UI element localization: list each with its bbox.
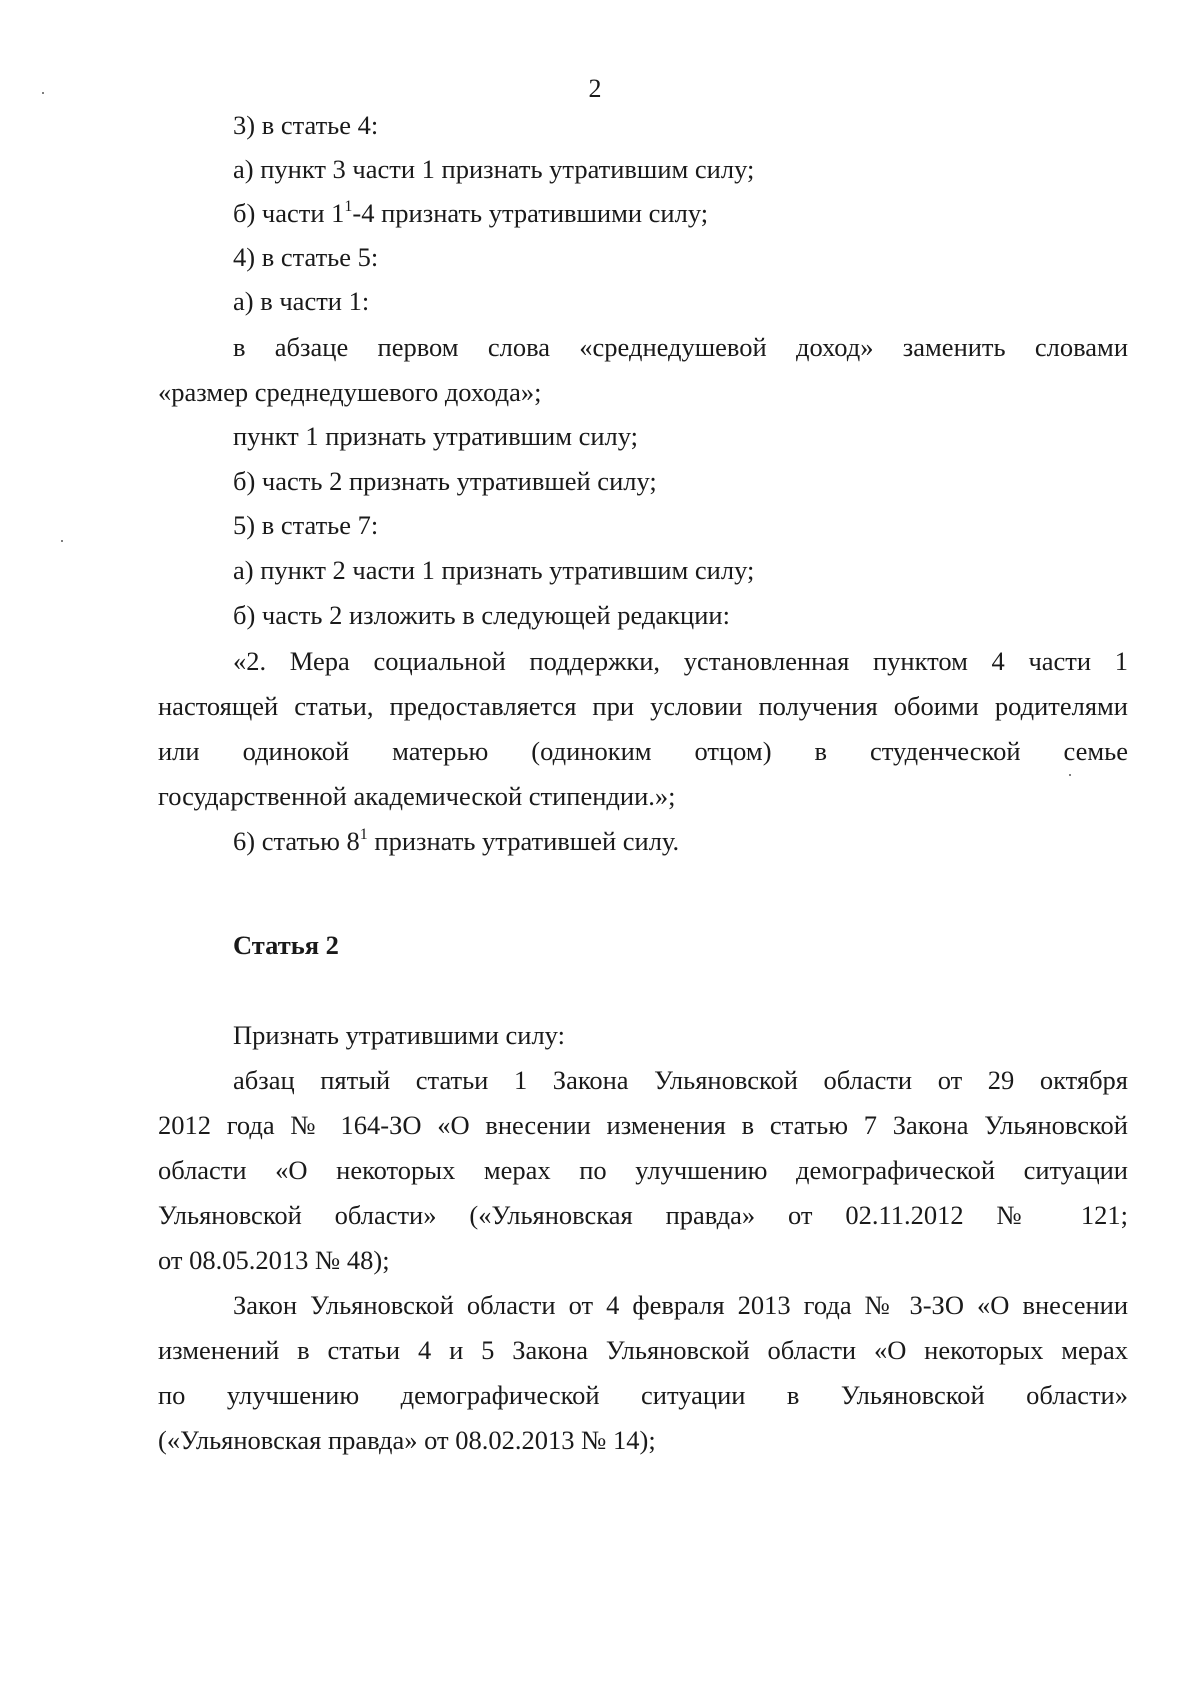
list-item-text: б) части 1 [233,198,345,228]
paragraph-line: настоящей статьи, предоставляется при условии получения обоими родителями [158,691,1128,721]
paragraph-line: по улучшению демографической ситуации в Ульяновской области» [158,1380,1128,1410]
paragraph-line: абзац пятый статьи 1 Закона Ульяновской области от 29 октября [233,1065,1128,1095]
paragraph-line: «2. Мера социальной поддержки, установленная пунктом 4 части 1 [233,646,1128,676]
paragraph-line: («Ульяновская правда» от 08.02.2013 № 14); [158,1425,656,1455]
scan-speck [42,92,44,94]
list-item [233,196,708,230]
paragraph-line: Признать утратившими силу: [233,1020,565,1050]
article-heading: Статья 2 [233,930,339,960]
list-item: пункт 1 признать утратившим силу; [233,421,639,451]
paragraph-line: «размер среднедушевого дохода»; [158,377,542,407]
superscript: 1 [344,198,353,215]
paragraph-line: Закон Ульяновской области от 4 февраля 2013 года № 3-ЗО «О внесении [233,1290,1128,1320]
list-item-text: 6) статью 8 [233,826,360,856]
paragraph-line: в абзаце первом слова «среднедушевой доход» заменить словами [233,332,1128,362]
list-item: 4) в статье 5: [233,242,379,272]
list-item [233,824,679,858]
paragraph-line: или одинокой матерью (одиноким отцом) в студенческой семье [158,736,1128,766]
list-item-text: признать утратившей силу. [367,826,680,856]
list-item-text: -4 признать утратившими силу; [352,198,709,228]
paragraph-line: от 08.05.2013 № 48); [158,1245,390,1275]
paragraph-line: государственной академической стипендии.»; [158,781,676,811]
superscript: 1 [359,826,368,843]
paragraph-line: Ульяновской области» («Ульяновская правда» от 02.11.2012 № 121; [158,1200,1128,1230]
scan-speck [61,540,63,542]
paragraph-line: области «О некоторых мерах по улучшению демографической ситуации [158,1155,1128,1185]
list-item: 3) в статье 4: [233,110,379,140]
scan-speck [1069,774,1071,776]
list-item: а) пункт 2 части 1 признать утратившим силу; [233,555,755,585]
list-item: а) в части 1: [233,286,370,316]
list-item: б) часть 2 изложить в следующей редакции: [233,600,730,630]
list-item: 5) в статье 7: [233,510,379,540]
paragraph-line: изменений в статьи 4 и 5 Закона Ульяновской области «О некоторых мерах [158,1335,1128,1365]
paragraph-line: 2012 года № 164-ЗО «О внесении изменения в статью 7 Закона Ульяновской [158,1110,1128,1140]
list-item: а) пункт 3 части 1 признать утратившим силу; [233,154,755,184]
list-item: б) часть 2 признать утратившей силу; [233,466,657,496]
page-number: 2 [588,74,602,103]
